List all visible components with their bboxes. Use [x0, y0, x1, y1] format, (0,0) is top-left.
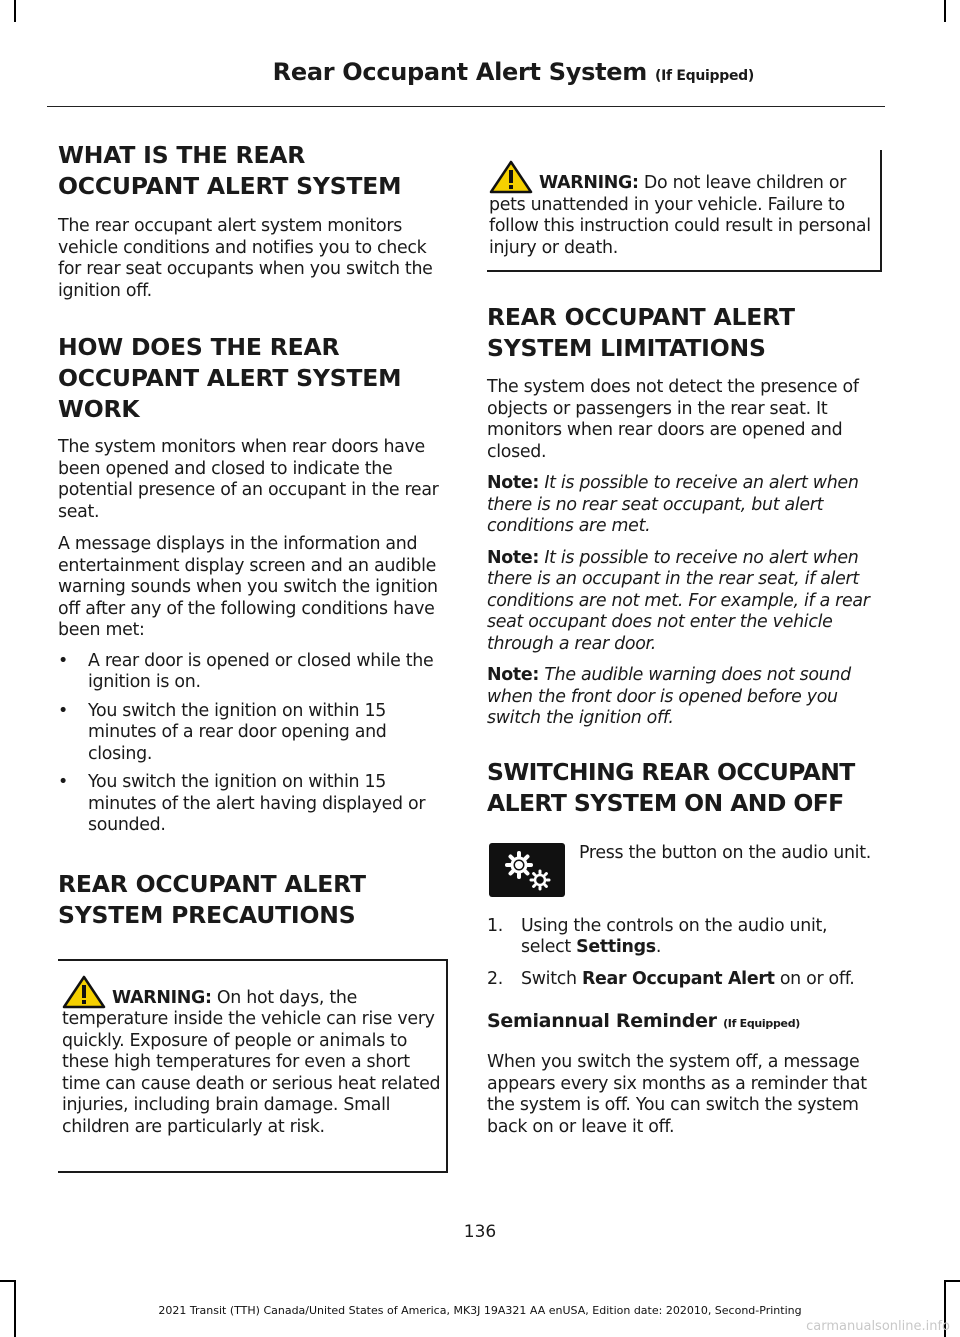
crop-mark — [946, 1280, 960, 1282]
crop-mark — [0, 1280, 14, 1282]
crop-mark — [944, 0, 946, 22]
list-item: 2. Switch Rear Occupant Alert on or off. — [487, 968, 855, 989]
note-1: Note: It is possible to receive an alert when there is no rear seat occupant, but alert conditions are met. — [487, 473, 859, 536]
page-title-text: Rear Occupant Alert System — [272, 58, 647, 86]
page-title-suffix: (If Equipped) — [655, 68, 754, 84]
paragraph-semiannual: When you switch the system off, a message appears every six months as a reminder that the system is off. You can switch the system back on or leave it off. — [487, 1052, 867, 1137]
warning-box-heat — [58, 959, 448, 1173]
heading-precautions: REAR OCCUPANT ALERT SYSTEM PRECAUTIONS — [58, 869, 366, 929]
warning-triangle-icon — [489, 160, 533, 194]
list-item: • A rear door is opened or closed while the ignition is on. — [58, 650, 434, 692]
note-3: Note: The audible warning does not sound when the front door is opened before you switch the ignition off. — [487, 665, 851, 728]
paragraph-how-2: A message displays in the information and entertainment display screen and an audible warning sounds when you switch the ignition off after any of the following conditions have been met: — [58, 534, 438, 640]
warning-label: WARNING: — [539, 173, 639, 193]
warning-box-unattended — [487, 150, 882, 272]
warning-label: WARNING: — [112, 987, 212, 1008]
steps-list — [487, 916, 882, 991]
press-button-text: Press the button on the audio unit. — [579, 842, 871, 863]
settings-press-row — [487, 843, 882, 903]
crop-mark — [14, 0, 16, 22]
heading-how-does: HOW DOES THE REAR OCCUPANT ALERT SYSTEM WORK — [58, 333, 402, 423]
list-item: • You switch the ignition on within 15 minutes of the alert having displayed or sounded. — [58, 772, 426, 835]
list-item: • You switch the ignition on within 15 minutes of a rear door opening and closing. — [58, 700, 387, 764]
gear-icon — [489, 843, 565, 897]
paragraph-what-is: The rear occupant alert system monitors vehicle conditions and notifies you to check for rear seat occupants when you switch the ignition off. — [58, 216, 433, 301]
heading-semiannual: Semiannual Reminder (If Equipped) — [487, 1010, 801, 1032]
paragraph-how-1: The system monitors when rear doors have been opened and closed to indicate the potential presence of an occupant in the rear seat. — [58, 437, 439, 522]
warning-triangle-icon — [62, 975, 106, 1009]
left-column — [58, 140, 448, 1173]
header-rule — [47, 106, 885, 107]
right-column — [487, 150, 882, 1138]
heading-switching: SWITCHING REAR OCCUPANT ALERT SYSTEM ON AND OFF — [487, 757, 855, 817]
heading-what-is: WHAT IS THE REAR OCCUPANT ALERT SYSTEM — [58, 141, 402, 200]
heading-limitations: REAR OCCUPANT ALERT SYSTEM LIMITATIONS — [487, 303, 795, 362]
paragraph-limitations: The system does not detect the presence of objects or passengers in the rear seat. It monitors when rear doors are opened and closed. — [487, 377, 859, 462]
warning-text: On hot days, the temperature inside the vehicle can rise very quickly. Exposure of people or animals to these high temperatures for even a short time can cause death or serious heat related injuries, including brain damage. Small children are particularly at risk. — [62, 987, 441, 1137]
page-title — [0, 58, 754, 86]
warning-text: Do not leave children or pets unattended in your vehicle. Failure to follow this instruction could result in personal injury or death. — [489, 173, 871, 258]
note-2: Note: It is possible to receive no alert when there is an occupant in the rear seat, if alert conditions are not met. For example, if a rear seat occupant does not enter the vehicle through a rear door. — [487, 547, 870, 654]
settings-button-graphic — [489, 843, 565, 897]
list-item: 1. Using the controls on the audio unit, select Settings. — [487, 915, 828, 957]
conditions-list — [58, 651, 448, 837]
edition-footer: 2021 Transit (TTH) Canada/United States of America, MK3J 19A321 AA enUSA, Edition date: 202010, Second-Printing — [158, 1304, 802, 1317]
watermark: carmanualsonline.info — [806, 1319, 950, 1334]
page-number: 136 — [463, 1222, 497, 1242]
